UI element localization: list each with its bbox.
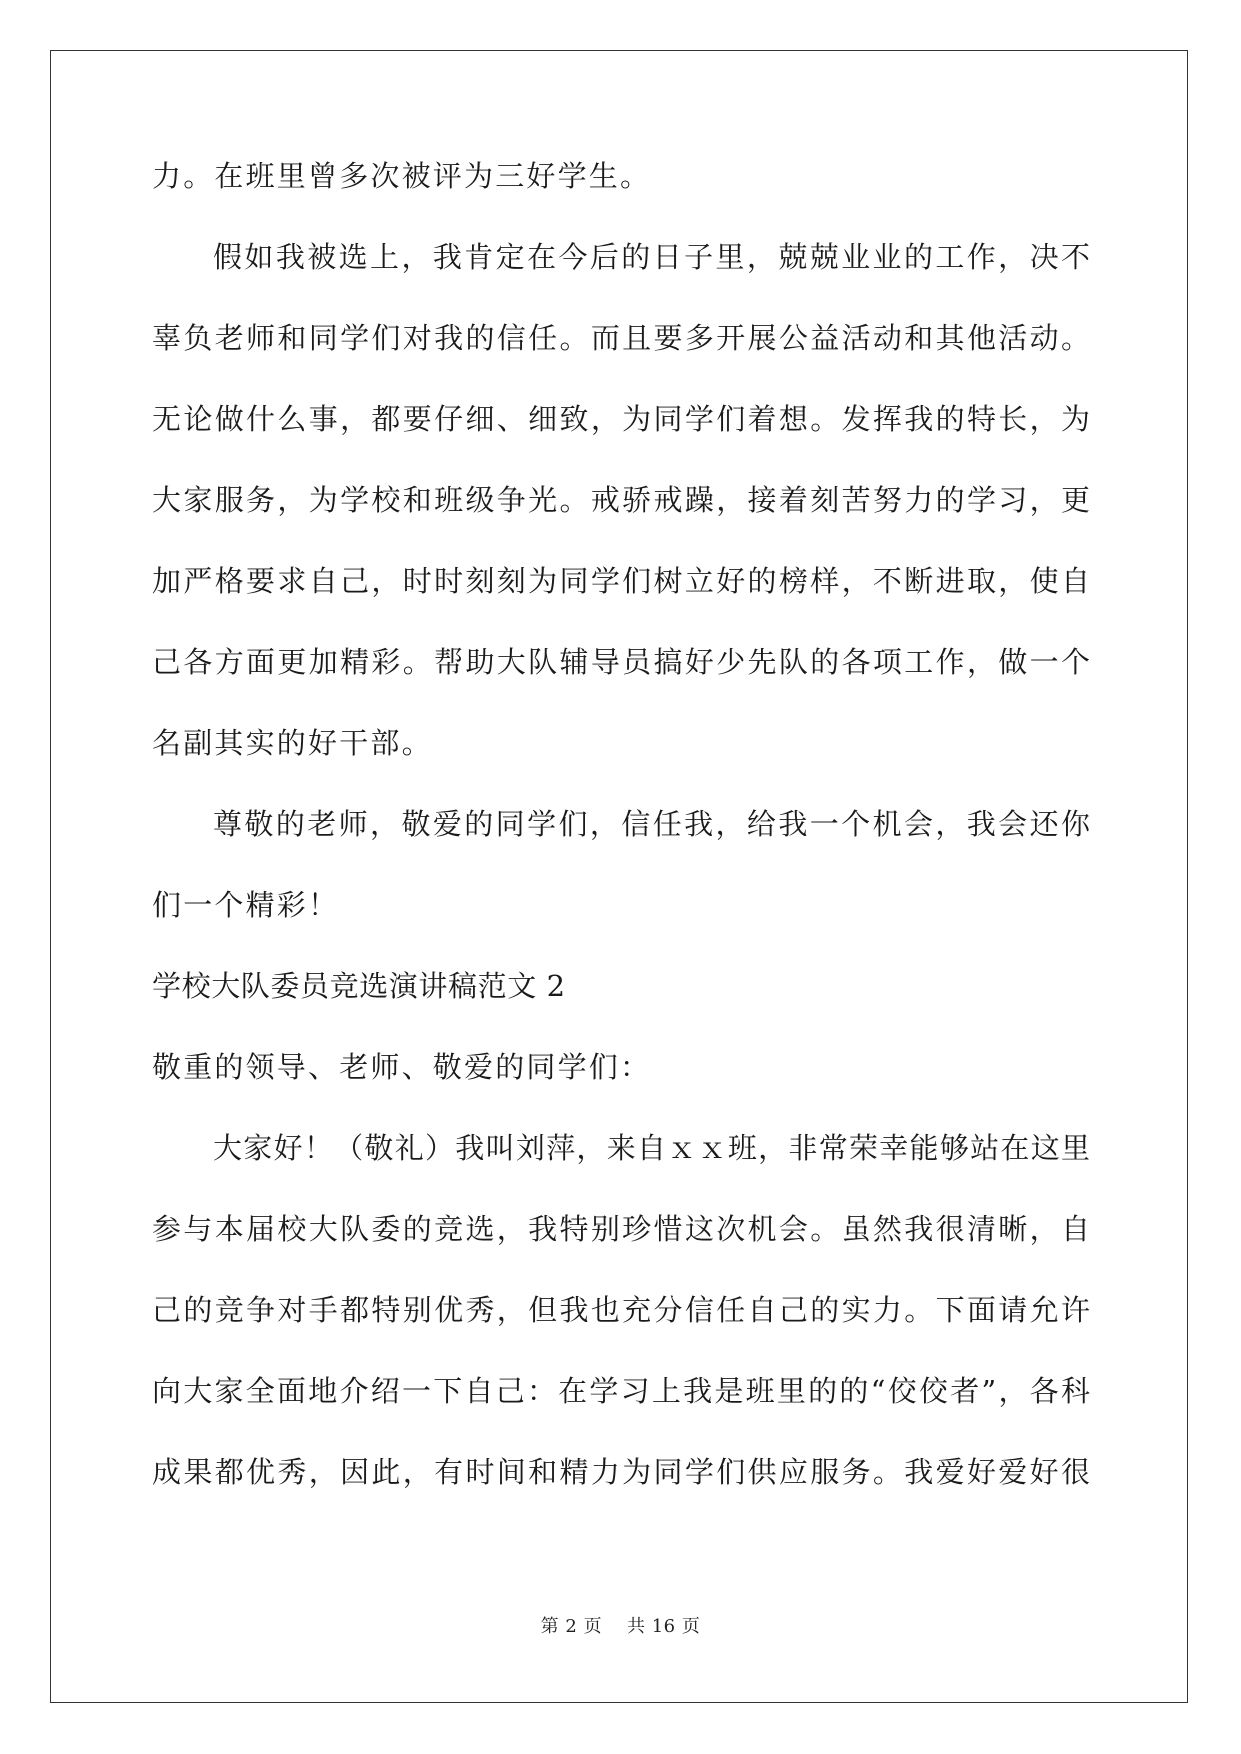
paragraph-line: 向大家全面地介绍一下自己：在学习上我是班里的的“佼佼者”，各科 (152, 1374, 1090, 1408)
paragraph-line: 假如我被选上，我肯定在今后的日子里，兢兢业业的工作，决不 (213, 240, 1090, 274)
paragraph-line: 成果都优秀，因此，有时间和精力为同学们供应服务。我爱好爱好很 (152, 1455, 1090, 1489)
paragraph-line: 己各方面更加精彩。帮助大队辅导员搞好少先队的各项工作，做一个 (152, 645, 1090, 679)
paragraph-line: 己的竞争对手都特别优秀，但我也充分信任自己的实力。下面请允许 (152, 1293, 1090, 1327)
page-footer (0, 1618, 1241, 1636)
paragraph-line: 参与本届校大队委的竞选，我特别珍惜这次机会。虽然我很清晰，自 (152, 1212, 1090, 1246)
paragraph-line: 名副其实的好干部。 (152, 726, 433, 760)
paragraph-line: 大家服务，为学校和班级争光。戒骄戒躁，接着刻苦努力的学习，更 (152, 483, 1090, 517)
paragraph-line: 大家好！（敬礼）我叫刘萍，来自ｘｘ班，非常荣幸能够站在这里 (213, 1131, 1090, 1165)
paragraph-line: 们一个精彩！ (152, 888, 340, 922)
paragraph-line: 加严格要求自己，时时刻刻为同学们树立好的榜样，不断进取，使自 (152, 564, 1090, 598)
page-number: 第 2 页 (540, 1616, 603, 1637)
paragraph-line: 辜负老师和同学们对我的信任。而且要多开展公益活动和其他活动。 (152, 321, 1090, 355)
salutation-line: 敬重的领导、老师、敬爱的同学们： (152, 1050, 652, 1084)
document-body (152, 159, 1090, 1539)
paragraph-line: 力。在班里曾多次被评为三好学生。 (152, 159, 652, 193)
paragraph-line: 尊敬的老师，敬爱的同学们，信任我，给我一个机会，我会还你 (213, 807, 1090, 841)
paragraph-line: 无论做什么事，都要仔细、细致，为同学们着想。发挥我的特长，为 (152, 402, 1090, 436)
section-heading: 学校大队委员竞选演讲稿范文 2 (152, 969, 566, 1003)
page-total: 共 16 页 (626, 1616, 701, 1637)
